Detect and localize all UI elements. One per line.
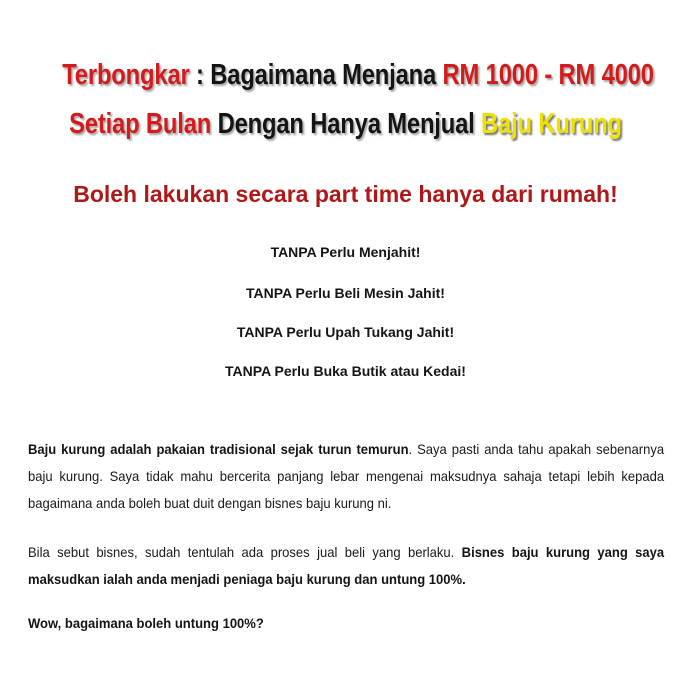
headline-dengan-hanya-menjual: Dengan Hanya Menjual xyxy=(211,108,482,140)
paragraph-question xyxy=(28,610,664,637)
headline-baju-kurung: Baju Kurung xyxy=(481,108,622,140)
headline-line-1 xyxy=(62,58,654,92)
paragraph-business xyxy=(28,539,664,593)
benefit-item: TANPA Perlu Menjahit! xyxy=(270,244,421,260)
paragraph-intro-bold: Baju kurung adalah pakaian tradisional sejak turun temurun xyxy=(28,441,409,457)
benefit-item: TANPA Perlu Buka Butik atau Kedai! xyxy=(225,363,466,379)
headline-setiap-bulan: Setiap Bulan xyxy=(69,108,212,140)
paragraph-intro-text: . Saya pasti anda tahu apakah sebenarnya baju kurung. Saya tidak mahu bercerita panjang lebar mengenai maksudnya sahaja tetapi lebih kepada bagaimana anda boleh buat duit dengan bisnes baju kurung ni. xyxy=(28,441,665,511)
paragraph-business-bold: Bisnes baju kurung yang saya maksudkan ialah anda menjadi peniaga baju kurung dan untung 100%. xyxy=(28,544,665,587)
paragraph-intro xyxy=(28,436,664,517)
headline-terbongkar: Terbongkar xyxy=(62,59,190,91)
headline-bagaimana-menjana: : Bagaimana Menjana xyxy=(189,59,443,91)
benefit-item: TANPA Perlu Beli Mesin Jahit! xyxy=(246,285,445,301)
paragraph-business-text: Bila sebut bisnes, sudah tentulah ada proses jual beli yang berlaku. xyxy=(28,544,462,560)
headline-line-2 xyxy=(62,107,629,141)
benefit-item: TANPA Perlu Upah Tukang Jahit! xyxy=(236,324,455,340)
subheadline: Boleh lakukan secara part time hanya dari rumah! xyxy=(73,181,618,207)
paragraph-question-bold: Wow, bagaimana boleh untung 100%? xyxy=(28,615,264,631)
headline-amount-range: RM 1000 - RM 4000 xyxy=(442,59,654,91)
